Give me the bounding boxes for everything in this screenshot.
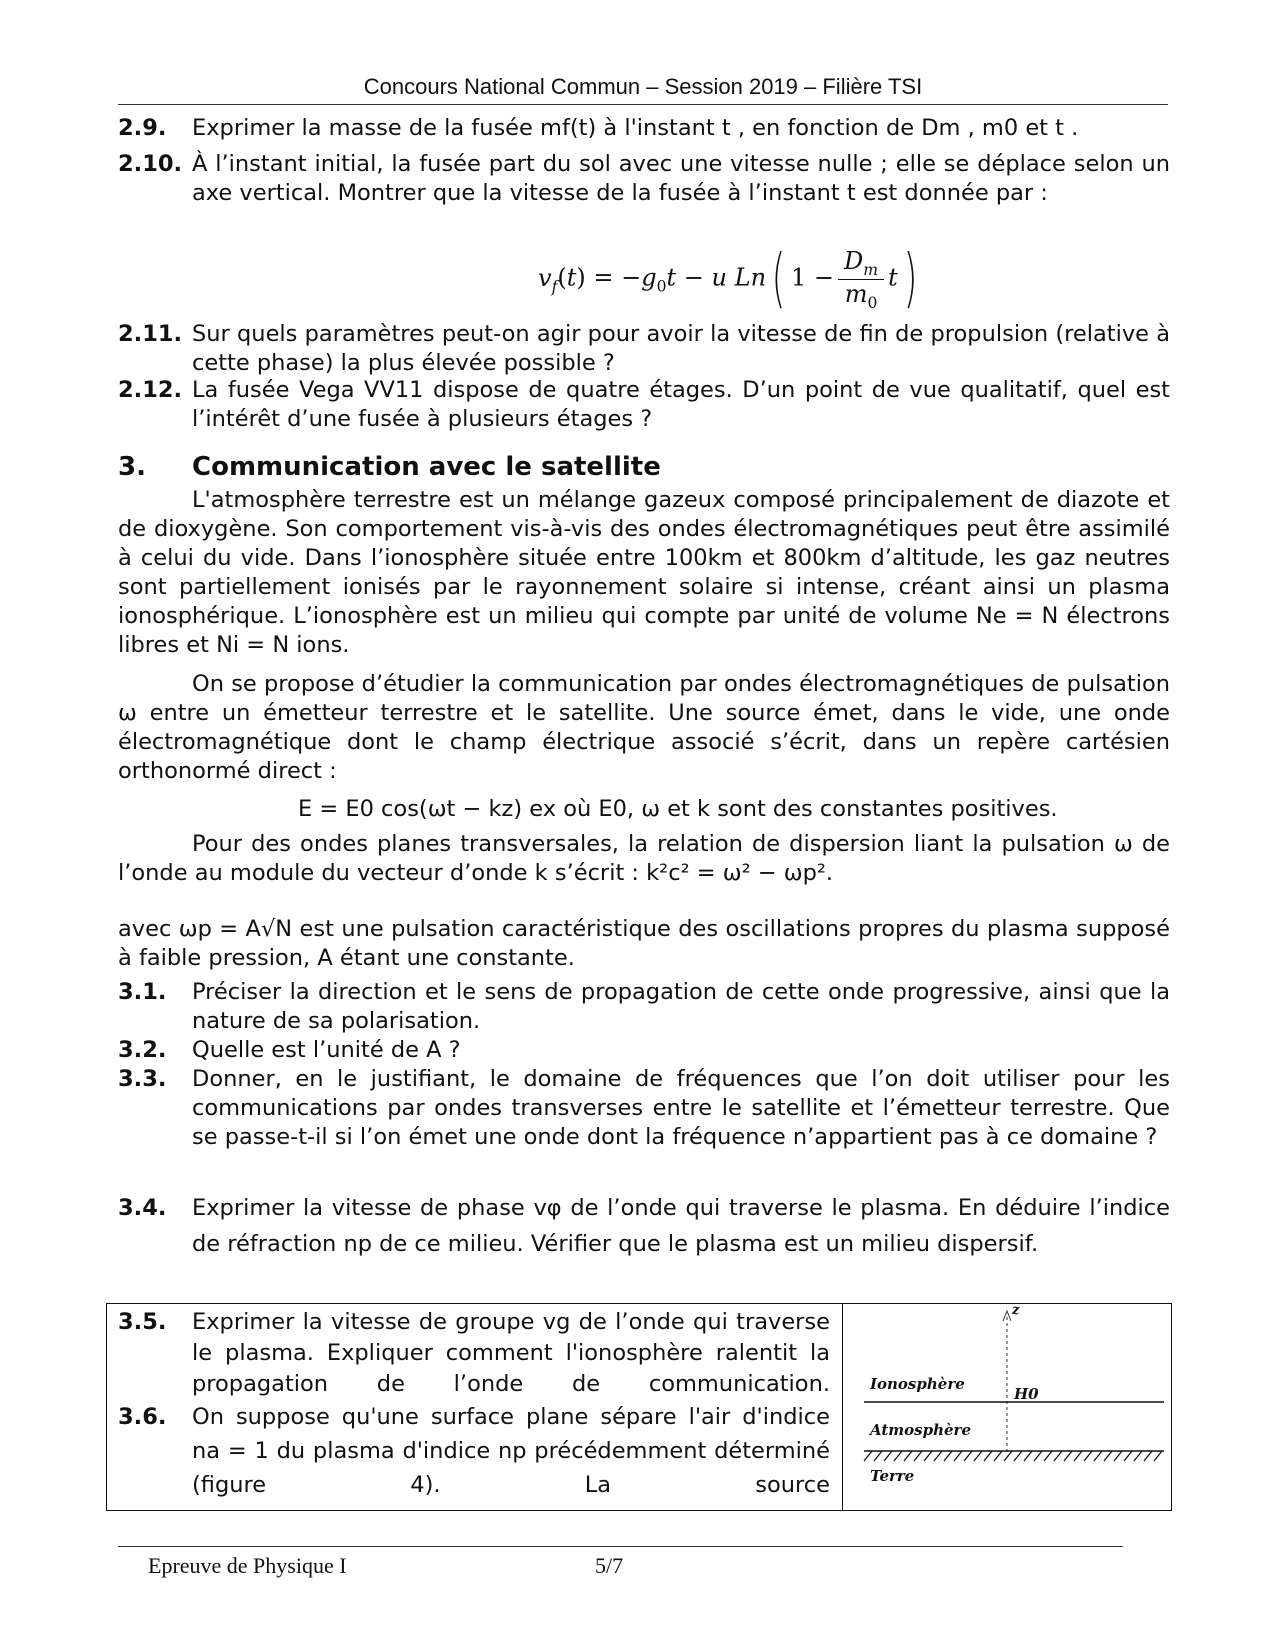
page-header: Concours National Commun – Session 2019 – Filière TSI bbox=[363, 74, 923, 99]
figure-4 bbox=[844, 1305, 1168, 1509]
paragraph-communication: On se propose d’étudier la communication par ondes électromagnétiques de pulsation ω entre un émetteur terrestre et le satellite. Une source émet, dans le vide, une onde électromagnétique dont le champ électrique associé s’écrit, dans un repère cartésien orthonormé direct : bbox=[118, 671, 1170, 784]
figure-box-divider bbox=[842, 1303, 843, 1511]
paragraph-dispersion: Pour des ondes planes transversales, la relation de dispersion liant la pulsation ω de l’onde au module du vecteur d’onde k s’écrit : k²c² = ω² − ωp². bbox=[118, 831, 1170, 886]
question-text: Exprimer la vitesse de phase vφ de l’onde qui traverse le plasma. En déduire l’indice de réfraction np de ce milieu. Vérifier que le plasma est un milieu dispersif. bbox=[192, 1195, 1170, 1257]
question-2-10 bbox=[118, 150, 1170, 208]
footer-rule bbox=[118, 1546, 1123, 1547]
figure-label-z: z bbox=[1012, 1303, 1020, 1318]
question-number: 2.12. bbox=[118, 377, 183, 403]
question-3-1 bbox=[118, 978, 1170, 1036]
question-number: 2.10. bbox=[118, 151, 183, 177]
question-number: 3.1. bbox=[118, 979, 167, 1005]
question-text: La fusée Vega VV11 dispose de quatre étages. D’un point de vue qualitatif, quel est l’intérêt d’une fusée à plusieurs étages ? bbox=[192, 377, 1170, 432]
question-3-3 bbox=[118, 1065, 1170, 1152]
question-text: Quelle est l’unité de A ? bbox=[192, 1037, 461, 1063]
question-text: Préciser la direction et le sens de propagation de cette onde progressive, ainsi que la nature de sa polarisation. bbox=[192, 979, 1170, 1034]
figure-label-h0: H0 bbox=[1014, 1385, 1039, 1403]
question-number: 3.5. bbox=[118, 1309, 167, 1335]
question-2-12 bbox=[118, 376, 1170, 434]
question-3-6 bbox=[118, 1400, 830, 1502]
question-3-2 bbox=[118, 1036, 1170, 1065]
footer-title: Epreuve de Physique I bbox=[148, 1553, 347, 1578]
question-text: Exprimer la masse de la fusée mf(t) à l'instant t , en fonction de Dm , m0 et t . bbox=[192, 115, 1079, 141]
question-3-5 bbox=[118, 1307, 830, 1400]
question-text: Donner, en le justifiant, le domaine de fréquences que l’on doit utiliser pour les communications par ondes transverses entre le satellite et l’émetteur terrestre. Que se passe-t-il si l’on émet une onde dont la fréquence n’appartient pas à ce domaine ? bbox=[192, 1066, 1170, 1150]
question-number: 3.4. bbox=[118, 1195, 167, 1221]
question-text: Sur quels paramètres peut-on agir pour avoir la vitesse de fin de propulsion (relative à cette phase) la plus élevée possible ? bbox=[192, 321, 1170, 376]
figure-label-ionosphere: Ionosphère bbox=[870, 1375, 965, 1393]
equation-field: E = E0 cos(ωt − kz) ex où E0, ω et k sont des constantes positives. bbox=[298, 796, 1058, 822]
section-title: Communication avec le satellite bbox=[192, 452, 661, 482]
question-number: 2.9. bbox=[118, 115, 167, 141]
question-2-11 bbox=[118, 320, 1170, 378]
question-text: On suppose qu'une surface plane sépare l'air d'indice na = 1 du plasma d'indice np précédemment déterminé (figure 4). La source bbox=[192, 1404, 830, 1498]
figure-label-atmosphere: Atmosphère bbox=[870, 1421, 972, 1439]
question-number: 3.2. bbox=[118, 1037, 167, 1063]
header-rule bbox=[118, 104, 1168, 105]
question-text: Exprimer la vitesse de groupe vg de l’onde qui traverse le plasma. Expliquer comment l'ionosphère ralentit la propagation de l’onde de communication. bbox=[192, 1309, 830, 1397]
velocity-equation: $v_f(t) = -g_0t - u$ Ln( 1 − $\frac{D_m}{m_0}$ t) bbox=[538, 242, 918, 316]
page-number: 5/7 bbox=[595, 1553, 624, 1578]
question-number: 3.6. bbox=[118, 1404, 167, 1430]
figure-label-terre: Terre bbox=[870, 1467, 915, 1485]
question-text: À l’instant initial, la fusée part du sol avec une vitesse nulle ; elle se déplace selon un axe vertical. Montrer que la vitesse de la fusée à l’instant t est donnée par : bbox=[192, 151, 1170, 206]
section-heading bbox=[118, 452, 661, 482]
section-number: 3. bbox=[118, 452, 146, 482]
question-3-4 bbox=[118, 1190, 1170, 1262]
question-2-9 bbox=[118, 114, 1170, 143]
question-number: 2.11. bbox=[118, 321, 183, 347]
paragraph-plasma-pulsation: avec ωp = A√N est une pulsation caractéristique des oscillations propres du plasma supposé à faible pression, A étant une constante. bbox=[118, 916, 1170, 971]
paragraph-atmosphere: L'atmosphère terrestre est un mélange gazeux composé principalement de diazote et de dioxygène. Son comportement vis-à-vis des ondes électromagnétiques peut être assimilé à celui du vide. Dans l’ionosphère située entre 100km et 800km d’altitude, les gaz neutres sont partiellement ionisés par le rayonnement solaire si intense, créant ainsi un plasma ionosphérique. L’ionosphère est un milieu qui compte par unité de volume Ne = N électrons libres et Ni = N ions. bbox=[118, 487, 1170, 658]
question-number: 3.3. bbox=[118, 1066, 167, 1092]
